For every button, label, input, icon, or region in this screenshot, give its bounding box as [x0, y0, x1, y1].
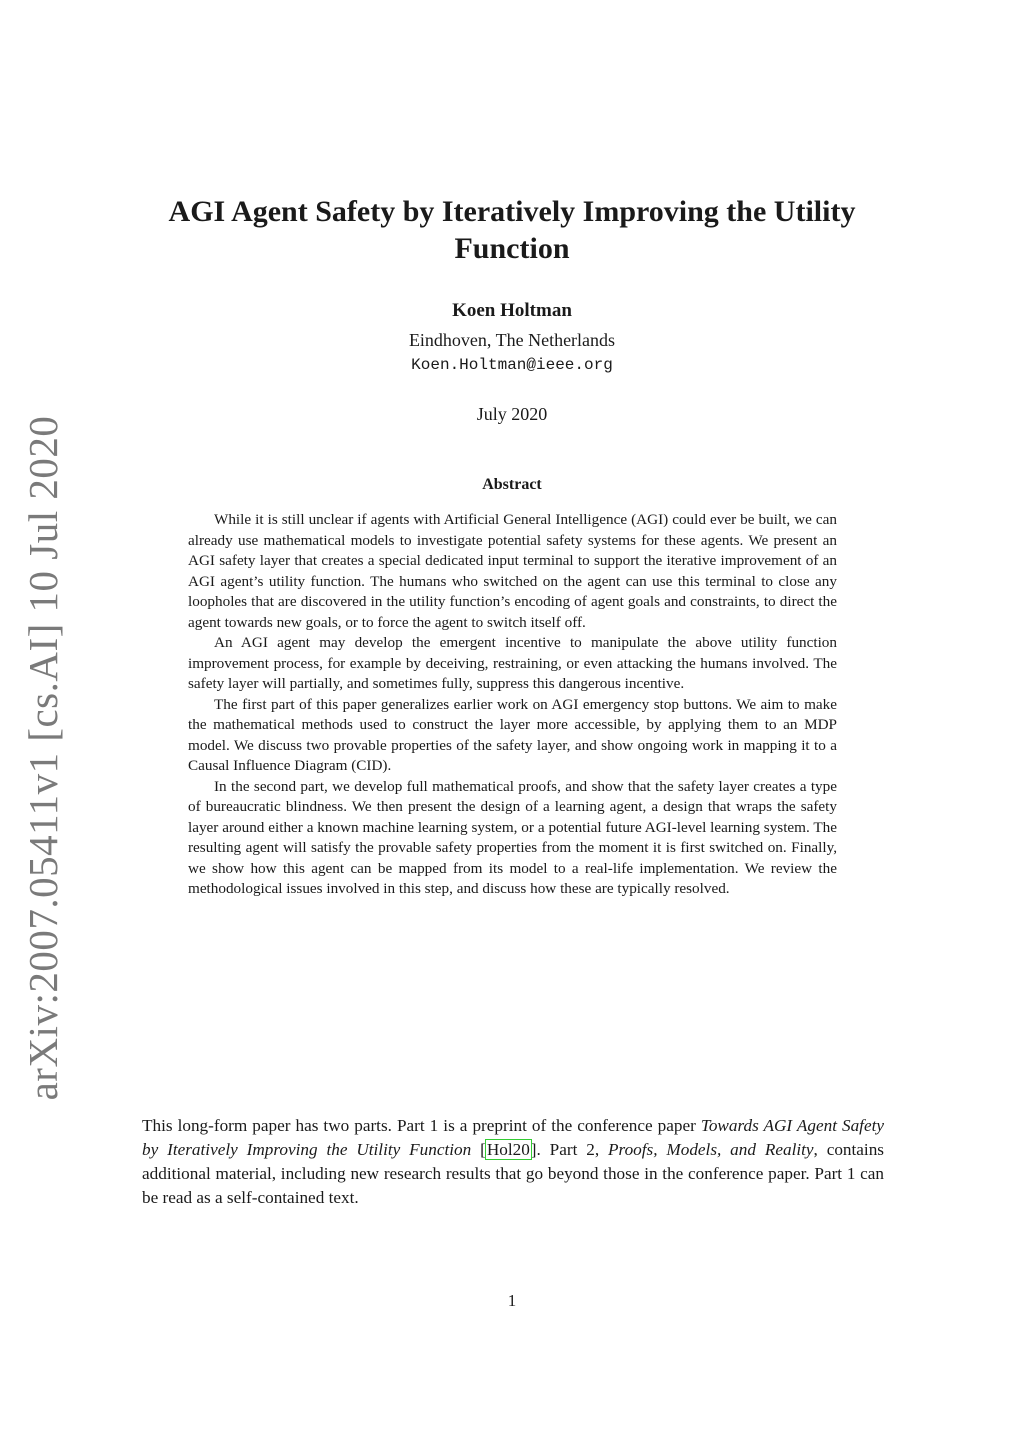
- intro-text: [: [471, 1140, 486, 1159]
- page-number: 1: [507, 1291, 517, 1310]
- part-two-title: Proofs, Models, and Reality: [608, 1140, 814, 1159]
- intro-text: , contains additional material, including new research results that go beyond those in the conference paper. Part 1 can be read as a self-contained text.: [142, 1140, 884, 1207]
- intro-paragraph: [142, 1114, 884, 1210]
- abstract-paragraph: In the second part, we develop full mathematical proofs, and show that the safety layer creates a type of bureaucratic blindness. We then present the design of a learning agent, a design that wraps the safety layer around either a known machine learning system, or a potential future AGI-level learning system. The resulting agent will satisfy the provable safety properties from the moment it is first switched on. Finally, we show how this agent can be mapped from its model to a real-life implementation. We review the methodological issues involved in this step, and discuss how these are typically resolved.: [188, 777, 837, 897]
- arxiv-identifier: arXiv:2007.05411v1 [cs.AI] 10 Jul 2020: [20, 415, 66, 1101]
- conference-paper-title: Towards AGI Agent Safety by Iteratively Improving the Utility Function: [142, 1116, 884, 1159]
- abstract-paragraph: While it is still unclear if agents with Artificial General Intelligence (AGI) could ever be built, we can already use mathematical models to investigate potential safety systems for these agents. We present an AGI safety layer that creates a special dedicated input terminal to support the iterative improvement of an AGI agent’s utility function. The humans who switched on the agent can use this terminal to close any loopholes that are discovered in the utility function’s encoding of agent goals and constraints, to direct the agent towards new goals, or to force the agent to switch itself off.: [188, 511, 837, 631]
- abstract-heading: Abstract: [482, 476, 542, 493]
- abstract-body: [188, 510, 837, 900]
- publication-date: July 2020: [476, 404, 548, 424]
- abstract-paragraph: The first part of this paper generalizes earlier work on AGI emergency stop buttons. We aim to make the mathematical methods used to construct the layer more accessible, by applying them to an MDP model. We discuss two provable properties of the safety layer, and show ongoing work in mapping it to a Causal Influence Diagram (CID).: [188, 695, 837, 774]
- intro-text: This long-form paper has two parts. Part 1 is a preprint of the conference paper: [142, 1116, 701, 1135]
- author-email: Koen.Holtman@ieee.org: [411, 356, 613, 374]
- author-affiliation: Eindhoven, The Netherlands: [408, 330, 616, 350]
- abstract-paragraph: An AGI agent may develop the emergent incentive to manipulate the above utility function improvement process, for example by deceiving, restraining, or even attacking the humans involved. The safety layer will partially, and sometimes fully, suppress this dangerous incentive.: [188, 634, 837, 692]
- paper-title: AGI Agent Safety by Iteratively Improving the Utility Function: [168, 195, 856, 265]
- author-name: Koen Holtman: [452, 300, 572, 321]
- citation-link-hol20[interactable]: Hol20: [486, 1140, 530, 1159]
- intro-text: ]. Part 2,: [530, 1140, 609, 1159]
